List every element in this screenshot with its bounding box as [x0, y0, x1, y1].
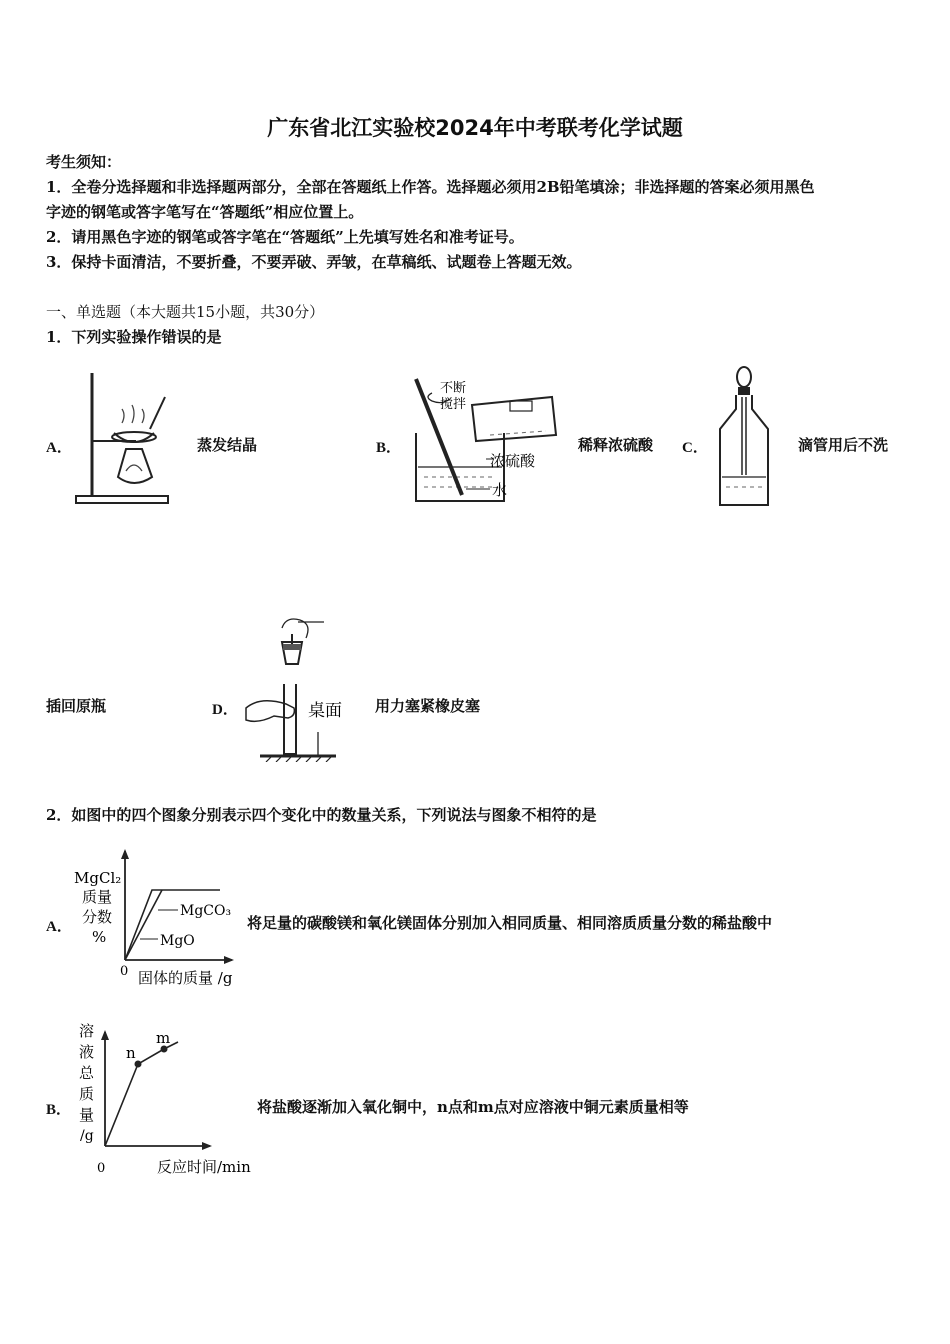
a-ylabel-1: MgCl₂ — [74, 869, 122, 887]
q1-option-d-label: D． — [212, 702, 238, 718]
b-label-stir-1: 不断 — [440, 381, 467, 396]
q1-option-b-text: 稀释浓硫酸 — [578, 436, 654, 454]
b-label-water: 水 — [492, 481, 508, 499]
q2-option-a-text: 将足量的碳酸镁和氧化镁固体分别加入相同质量、相同溶质质量分数的稀盐酸中 — [247, 914, 773, 932]
q2-option-a-label: A． — [46, 919, 72, 935]
b-ylabel-5: 量 — [79, 1106, 95, 1124]
notice-item: 字迹的钢笔或答字笔写在“答题纸”相应位置上。 — [46, 203, 364, 221]
q1-option-d-text: 用力塞紧橡皮塞 — [375, 697, 481, 715]
evaporation-apparatus-figure — [70, 365, 180, 510]
b-label-acid: 浓硫酸 — [490, 452, 536, 470]
b-xlabel: 反应时间/min — [157, 1158, 251, 1176]
stopper-test-tube-figure — [238, 612, 358, 762]
page-title: 广东省北江实验校2024年中考联考化学试题 — [267, 116, 683, 140]
a-ylabel-4: % — [92, 928, 107, 946]
q1-option-c-label: C． — [682, 440, 708, 456]
b-point-m-label: m — [156, 1029, 171, 1047]
notice-item: 3．保持卡面清洁，不要折叠，不要弄破、弄皱，在草稿纸、试题卷上答题无效。 — [46, 253, 582, 271]
q2-option-b-label: B． — [46, 1102, 72, 1118]
mgo-curve — [125, 890, 220, 960]
b-point-n-label: n — [126, 1044, 136, 1062]
a-series-mgco3: MgCO₃ — [180, 903, 232, 919]
question-1-stem: 1．下列实验操作错误的是 — [46, 328, 222, 346]
section-heading: 一、单选题（本大题共15小题，共30分） — [46, 303, 325, 321]
b-origin: 0 — [97, 1161, 106, 1176]
notice-item: 1．全卷分选择题和非选择题两部分，全部在答题纸上作答。选择题必须用2B铅笔填涂；非选择题的答案必须用黑色 — [46, 178, 815, 196]
b-ylabel-2: 液 — [79, 1043, 95, 1061]
q1-option-c-text: 滴管用后不洗 — [798, 436, 889, 454]
q1-option-c-text-cont: 插回原瓶 — [46, 697, 107, 715]
q2-option-b-text: 将盐酸逐渐加入氧化铜中，n点和m点对应溶液中铜元素质量相等 — [257, 1098, 689, 1116]
q2-chart-b — [70, 1018, 260, 1183]
notice-item: 2．请用黑色字迹的钢笔或答字笔在“答题纸”上先填写姓名和准考证号。 — [46, 228, 524, 246]
a-ylabel-3: 分数 — [82, 908, 113, 926]
notice-heading: 考生须知： — [46, 153, 122, 171]
b-ylabel-3: 总 — [79, 1064, 95, 1082]
a-origin: 0 — [120, 964, 129, 979]
b-curve — [105, 1042, 178, 1146]
b-label-stir-2: 搅拌 — [440, 397, 467, 412]
q1-option-b-label: B． — [376, 440, 402, 456]
question-2-stem: 2．如图中的四个图象分别表示四个变化中的数量关系，下列说法与图象不相符的是 — [46, 806, 597, 824]
q1-option-a-label: A． — [46, 440, 72, 456]
dilute-sulfuric-acid-figure — [404, 375, 564, 510]
a-series-mgo: MgO — [160, 933, 195, 949]
b-ylabel-6: /g — [80, 1128, 94, 1144]
q2-chart-a — [70, 845, 245, 995]
d-label-desk: 桌面 — [308, 701, 342, 721]
mgco3-curve — [125, 890, 162, 960]
dropper-bottle-figure — [710, 365, 770, 510]
b-ylabel-4: 质 — [79, 1085, 95, 1103]
a-ylabel-2: 质量 — [82, 888, 113, 906]
q1-option-a-text: 蒸发结晶 — [197, 436, 258, 454]
b-ylabel-1: 溶 — [79, 1022, 95, 1040]
a-xlabel: 固体的质量 /g — [138, 969, 233, 987]
